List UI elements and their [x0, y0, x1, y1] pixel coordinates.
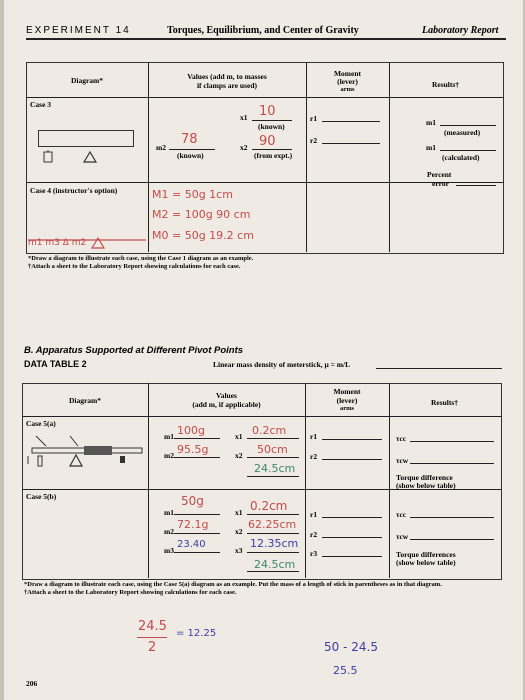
case5a-r1: r1 [310, 432, 318, 441]
case5a-torque-diff-2: (show below table) [396, 481, 456, 490]
case5b-x3-symbol: x3 [235, 546, 243, 555]
case3-percent: Percent [427, 170, 452, 179]
col-results: Results† [431, 80, 460, 89]
case5a-diagram [26, 432, 146, 472]
case5b-r2: r2 [310, 530, 318, 539]
case3-meterstick-diagram [38, 130, 134, 147]
col-moment-1: Moment [333, 69, 362, 78]
case5a-tcc-line [410, 441, 494, 442]
report-label: Laboratory Report [422, 25, 499, 36]
case5b-r1-line [322, 517, 382, 518]
t2-col-moment-3: arms [339, 405, 355, 412]
hw-frac-bar [137, 637, 167, 638]
table1-col-rule-1 [148, 62, 149, 252]
t2-col-values-1: Values [216, 391, 237, 400]
case4-hw-line1: M1 = 50g 1cm [152, 188, 233, 201]
case5b-tcc-line [410, 517, 494, 518]
t2-col-values-2: (add m, if applicable) [192, 400, 261, 409]
case3-r1: r1 [310, 114, 318, 123]
case3-m2-symbol: m2 [156, 143, 166, 152]
case5a-torque-diff-1: Torque difference [396, 473, 453, 482]
experiment-number: EXPERIMENT 14 [26, 25, 131, 36]
page-number: 206 [26, 679, 38, 688]
case5b-r3-line [322, 556, 382, 557]
case5a-r1-line [322, 439, 382, 440]
case5a-r2: r2 [310, 452, 318, 461]
case5a-x1-line [247, 438, 299, 439]
case5b-r3: r3 [310, 549, 318, 558]
case5b-m3-symbol: m3 [164, 546, 174, 555]
case3-x1-symbol: x1 [240, 113, 248, 122]
case5b-tcw-line [410, 539, 494, 540]
t2-col-moment-2: (lever) [336, 396, 358, 405]
data-table2-label: DATA TABLE 2 [24, 359, 87, 369]
case4-hw-diagram-labels: m1 m3 Δ m2 [28, 238, 87, 248]
case3-label: Case 3 [30, 100, 52, 109]
case5b-x-value: 24.5cm [254, 558, 296, 571]
col-values-1: Values (add m, to masses [187, 72, 267, 81]
table2-col-rule-1 [148, 383, 149, 578]
case3-x2-line [252, 149, 292, 150]
case5b-torque-diff-2: (show below table) [396, 558, 456, 567]
case5b-tcc: τcc [396, 510, 407, 519]
case5b-m3-line [174, 552, 220, 553]
table2-note1: *Draw a diagram to illustrate each case, using the Case 5(a) diagram as an example. Put the mass of a length of stick in parentheses as in that diagram. [24, 581, 442, 588]
case5b-label: Case 5(b) [26, 492, 57, 501]
linear-density-line [376, 368, 502, 369]
table2-col-rule-3 [389, 383, 390, 578]
case3-calculated: (calculated) [442, 153, 480, 162]
hw-frac-denominator: 2 [148, 640, 157, 655]
hw-sub-line2: 25.5 [333, 664, 358, 677]
case5a-m2-value: 95.5g [177, 443, 209, 456]
case3-measured: (measured) [444, 128, 481, 137]
case3-m2-value: 78 [181, 132, 198, 147]
hw-frac-numerator: 24.5 [138, 619, 167, 634]
linear-density-label: Linear mass density of meterstick, μ = m/L [213, 360, 351, 369]
case5b-x2-symbol: x2 [235, 527, 243, 536]
case5a-m1-symbol: m1 [164, 432, 174, 441]
case5b-m1-symbol: m1 [164, 508, 174, 517]
case5b-x1-value: 0.2cm [250, 499, 288, 513]
header-rule [26, 38, 506, 40]
case3-m1-measured-symbol: m1 [426, 118, 436, 127]
case5b-x1-symbol: x1 [235, 508, 243, 517]
sectionB-title: B. Apparatus Supported at Different Pivot Points [24, 345, 244, 356]
case5b-x3-line [247, 552, 299, 553]
case3-x1-line [252, 120, 292, 121]
case5b-x1-line [247, 514, 299, 515]
case5b-m2-line [174, 533, 220, 534]
case5b-m1-line [174, 514, 220, 515]
col-moment-3: arms [340, 86, 355, 93]
case4-hw-line2: M2 = 100g 90 cm [152, 208, 251, 221]
case3-m1-calculated-symbol: m1 [426, 143, 436, 152]
case5b-x2-line [247, 533, 299, 534]
case3-m1-measured-line [440, 125, 496, 126]
case5a-label: Case 5(a) [26, 419, 56, 428]
case3-m1-calculated-line [440, 150, 496, 151]
t2-col-moment-1: Moment [333, 387, 361, 396]
case5a-x-line [247, 476, 299, 477]
case5a-m1-value: 100g [177, 424, 205, 437]
case5b-r1: r1 [310, 510, 318, 519]
case5a-m2-symbol: m2 [164, 451, 174, 460]
case5a-tcw-line [410, 463, 494, 464]
case4-hw-line3: M0 = 50g 19.2 cm [152, 229, 254, 242]
case3-error-line [456, 185, 496, 186]
case5b-torque-diff-1: Torque differences [396, 550, 456, 559]
case5b-m3-value: 23.40 [177, 539, 206, 550]
case5a-x1-symbol: x1 [235, 432, 243, 441]
worksheet-page [4, 0, 523, 700]
table1-col-rule-3 [389, 62, 390, 252]
case5b-x-line [247, 571, 299, 572]
case3-error: error [432, 179, 449, 188]
hw-frac-result: = 12.25 [176, 628, 217, 639]
case3-r2: r2 [310, 136, 318, 145]
case4-label: Case 4 (instructor's option) [30, 186, 118, 195]
table2-note2: †Attach a sheet to the Laboratory Report showing calculations for each case. [24, 589, 237, 596]
case3-from-expt: (from expt.) [254, 151, 293, 160]
case3-x2-value: 90 [259, 134, 276, 149]
case5a-tcw: τcw [396, 456, 409, 465]
case5b-x3-value: 12.35cm [250, 537, 299, 550]
case3-m2-line [169, 149, 215, 150]
hw-sub-line1: 50 - 24.5 [324, 640, 378, 654]
case3-known2: (known) [177, 151, 204, 160]
table1-note2: †Attach a sheet to the Laboratory Report showing calculations for each case. [28, 263, 241, 270]
col-moment-2: (lever) [337, 77, 358, 86]
col-values-2: if clamps are used) [196, 81, 258, 90]
case5b-m2-value: 72.1g [177, 518, 209, 531]
case5a-r2-line [322, 459, 382, 460]
case5a-x-value: 24.5cm [254, 462, 296, 475]
case5a-m1-line [174, 438, 220, 439]
case5b-x2-value: 62.25cm [248, 518, 297, 531]
t2-col-results: Results† [430, 398, 459, 407]
case3-diagram-shapes [38, 150, 138, 172]
case5a-x2-symbol: x2 [235, 451, 243, 460]
case5b-m1-value: 50g [181, 494, 204, 508]
col-diagram: Diagram* [70, 76, 104, 85]
table2-col-rule-2 [305, 383, 306, 578]
table2-header-rule [22, 416, 501, 417]
experiment-title: Torques, Equilibrium, and Center of Gravity [167, 25, 359, 36]
case3-r1-line [322, 121, 380, 122]
table1-note1: *Draw a diagram to illustrate each case, using the Case 1 diagram as an example. [28, 255, 254, 262]
case5a-m2-line [174, 457, 220, 458]
case3-x1-value: 10 [259, 104, 276, 119]
case3-x2-symbol: x2 [240, 143, 248, 152]
case5a-x1-value: 0.2cm [252, 424, 287, 437]
case5a-tcc: τcc [396, 434, 407, 443]
case3-r2-line [322, 143, 380, 144]
table1-header-rule [26, 97, 503, 98]
t2-col-diagram: Diagram* [68, 396, 102, 405]
case3-known1: (known) [258, 122, 285, 131]
case5a-x2-value: 50cm [257, 443, 288, 456]
case5a-x2-line [247, 457, 299, 458]
case5b-m2-symbol: m2 [164, 527, 174, 536]
case5b-tcw: τcw [396, 532, 409, 541]
case5b-r2-line [322, 537, 382, 538]
